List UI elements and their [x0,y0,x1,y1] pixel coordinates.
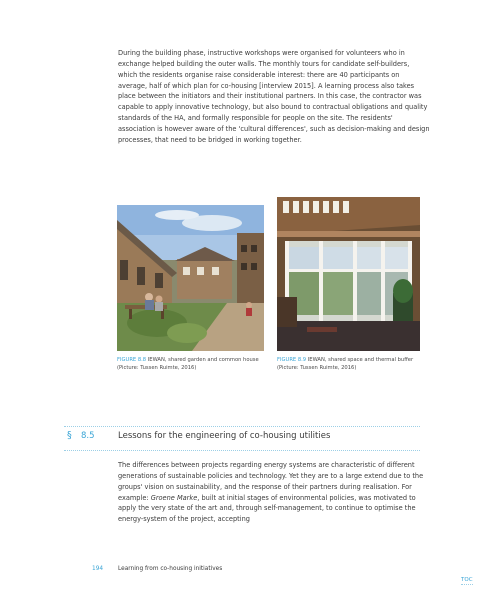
section-symbol: § [67,430,72,441]
section-number: 8.5 [81,431,95,441]
paragraph-text: , built at initial stages of environmental policies, was motivated to apply the very state of the art and, through self-management, to continue to optimise the energy-system of the project, accepting [118,493,416,524]
figure-caption-text: IEWAN, shared garden and common house (Picture: Tussen Ruimte, 2016) [117,357,259,371]
figure-label: FIGURE 8.8 [117,357,147,363]
project-name: Groene Marke [150,493,198,502]
section-divider-top [64,426,420,427]
figure-8-8-caption [117,356,265,372]
body-paragraph: During the building phase, instructive workshops were organised for volunteers who in exchange helped building the outer walls. The monthly tours for candidate self-builders, which the residents organise raise considerable interest: there are 40 participants on average, half of which plan for co-housing [interview 2015]. A learning process also takes place between the initiators and their institutional partners. In this case, the contractor was capable to apply innovative technology, but also bound to contractual obligations and quality standards of the HA, and formally responsible for people on the site. The residents' association is however aware of the 'cultural differences', such as decision-making and design processes, that need to be bridged in working together. [118,49,430,144]
paragraph-text: The differences between projects regarding energy systems are characteristic of different generations of sustainable policies and technology. Yet they are to a large extend due to the groups' vision on sustainability, and the response of their partners during realisation. For example: [118,461,424,502]
figure-label: FIGURE 8.9 [277,357,307,363]
figure-8-9-caption [277,356,427,372]
section-heading: Lessons for the engineering of co-housing utilities [118,431,331,441]
running-title: Learning from co-housing initiatives [118,566,223,572]
body-paragraph [118,460,430,525]
section-divider-bottom [64,450,420,451]
figure-8-8-photo [117,205,264,351]
page-number: 194 [92,566,104,572]
figure-8-9-photo [277,197,420,351]
toc-link[interactable]: TOC [461,577,473,583]
figure-caption-text: IEWAN, shared space and thermal buffer (Picture: Tussen Ruimte, 2016) [277,357,414,371]
